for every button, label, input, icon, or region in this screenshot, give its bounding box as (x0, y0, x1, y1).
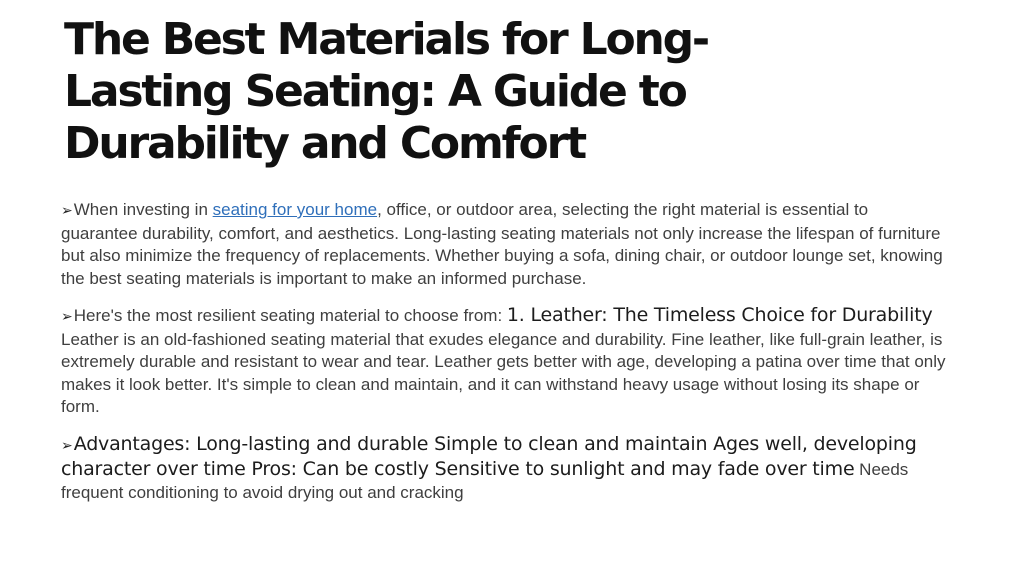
bullet-leather (61, 304, 946, 419)
bullet-advantages (61, 433, 946, 504)
advantages-heading: Advantages: Long-lasting and durable Simple to clean and maintain Ages well, developing character over time Pros: Can be costly Sensitive to sunlight and may fade over time (61, 432, 917, 480)
bullet-list (61, 199, 946, 518)
intro-text-after: , office, or outdoor area, selecting the right material is essential to guarantee durability, comfort, and aesthetics. Long-lasting seating materials not only increase the lifespan of furniture but also minimize the frequency of replacements. Whether buying a sofa, dining chair, or outdoor lounge set, knowing the best seating materials is important to make an informed purchase. (61, 200, 943, 288)
arrow-bullet-icon: ➢ (61, 437, 73, 454)
slide-title: The Best Materials for Long-Lasting Seating: A Guide to Durability and Comfort (64, 14, 708, 169)
leather-body-text: Leather is an old-fashioned seating material that exudes elegance and durability. Fine leather, like full-grain leather, is extremely durable and resistant to wear and tear. Leather gets better with age, developing a patina over time that only makes it look better. It's simple to clean and maintain, and it can withstand heavy usage without losing its shape or form. (61, 329, 946, 416)
seating-for-your-home-link[interactable]: seating for your home (212, 200, 378, 219)
bullet-intro (61, 199, 946, 290)
leather-heading: 1. Leather: The Timeless Choice for Durability (506, 304, 933, 326)
arrow-bullet-icon: ➢ (61, 309, 73, 325)
arrow-bullet-icon: ➢ (61, 203, 73, 219)
advantages-body-text: Needs frequent conditioning to avoid drying out and cracking (61, 459, 909, 502)
intro-text-before: When investing in (73, 200, 213, 219)
leather-intro-text: Here's the most resilient seating material to choose from: (73, 306, 507, 325)
